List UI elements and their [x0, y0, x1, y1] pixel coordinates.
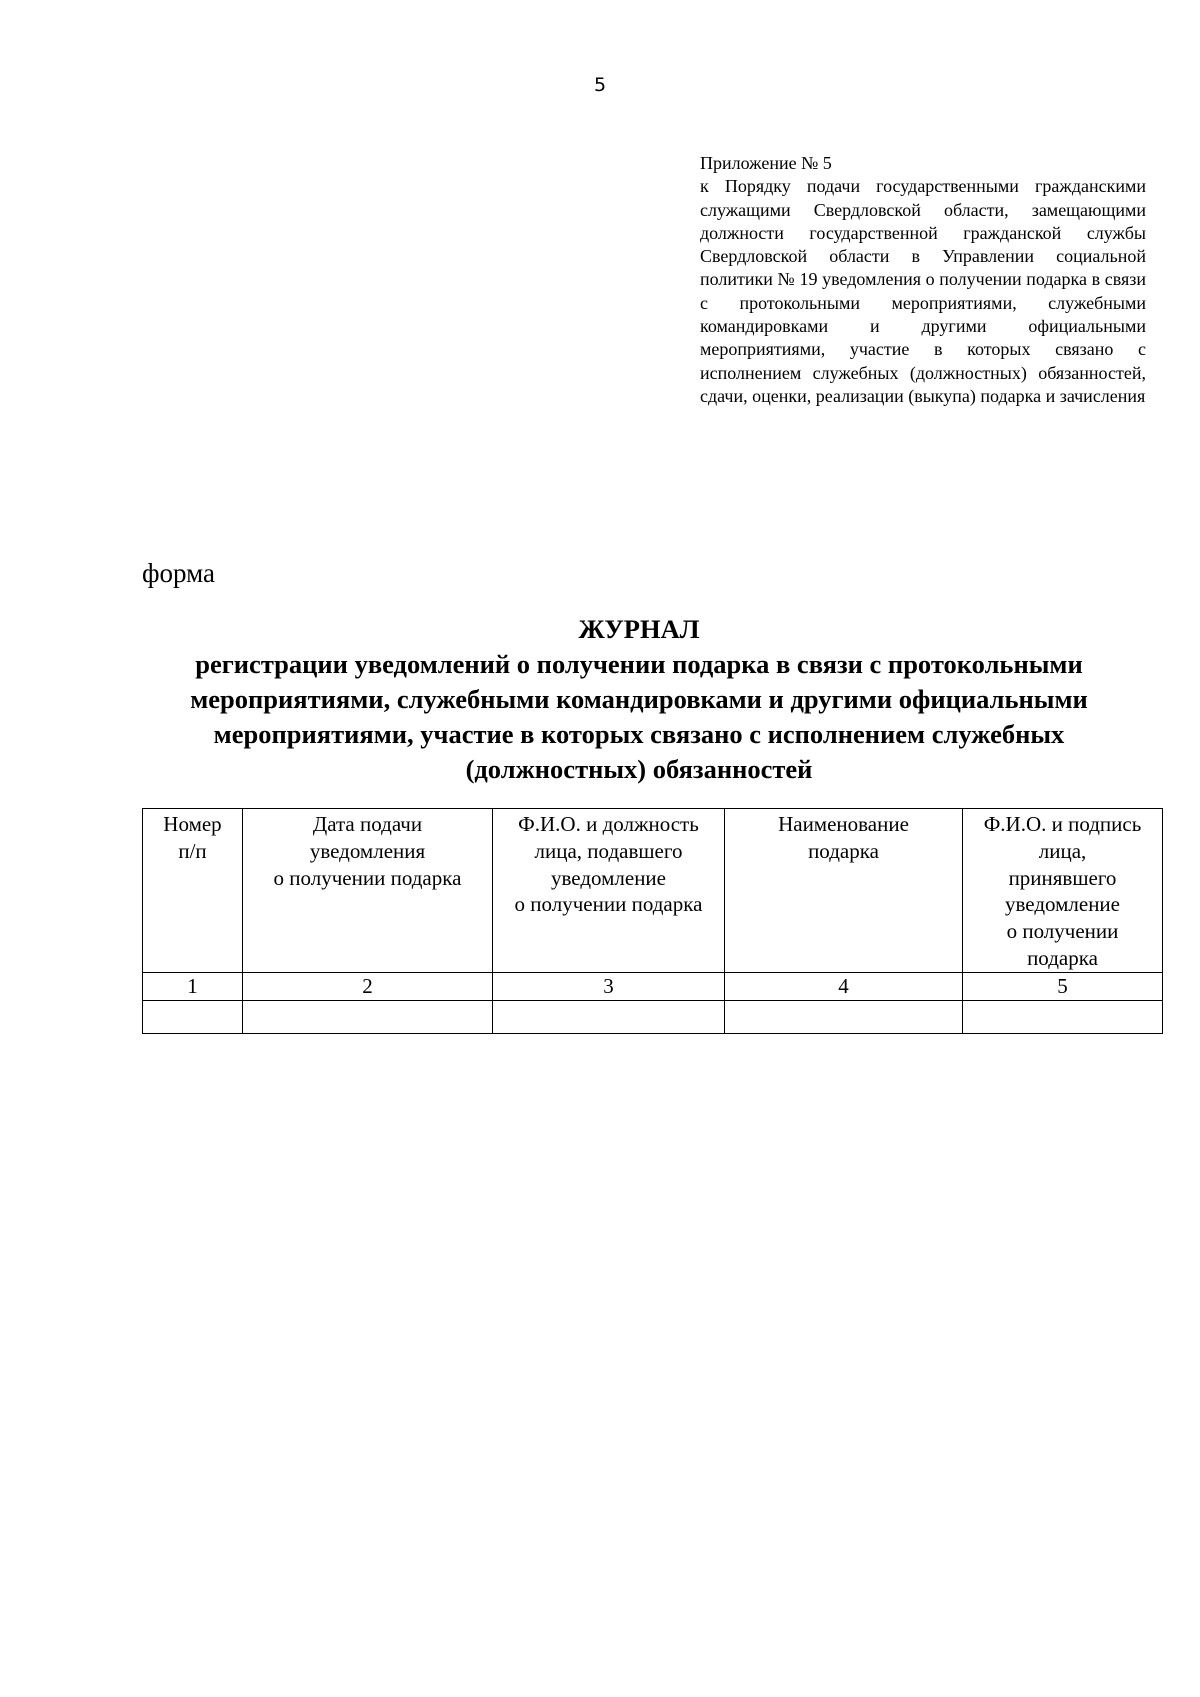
- column-header-gift-name: [725, 809, 963, 973]
- page-number: 5: [593, 74, 607, 96]
- appendix-title: Приложение № 5: [700, 153, 832, 173]
- column-header-number: [143, 809, 243, 973]
- table-header-row: [143, 809, 1163, 973]
- appendix-block: [700, 152, 1146, 408]
- journal-title: ЖУРНАЛ: [578, 614, 700, 644]
- column-number: 1: [143, 972, 243, 1000]
- journal-table: [142, 808, 1163, 1034]
- header-line: уведомление: [1004, 892, 1120, 917]
- header-line: лица,: [1038, 838, 1087, 863]
- header-line: подарка: [1027, 945, 1098, 970]
- column-number-row: [143, 972, 1163, 1000]
- header-line: уведомления: [309, 838, 426, 863]
- table-cell: [493, 1000, 725, 1033]
- table-cell: [963, 1000, 1163, 1033]
- header-line: лица, подавшего: [534, 838, 683, 863]
- header-line: о получении подарка: [514, 892, 703, 917]
- appendix-body: к Порядку подачи государственными гражданскими служащими Свердловской области, замещающими должности государственной гражданской службы Свердловской области в Управлении социальной политики № 19 уведомления о получении подарка в связи с протокольными мероприятиями, служебными командировками и другими официальными мероприятиями, участие в которых связано с исполнением служебных (должностных) обязанностей, сдачи, оценки, реализации (выкупа) подарка и зачисления: [700, 176, 1146, 406]
- journal-heading: [130, 612, 1148, 787]
- column-number: 2: [243, 972, 493, 1000]
- header-line: принявшего: [1008, 865, 1117, 890]
- header-line: п/п: [178, 838, 207, 863]
- column-header-receiver: [963, 809, 1163, 973]
- header-line: Дата подачи: [312, 812, 423, 836]
- header-line: Наименование: [778, 812, 909, 836]
- form-label: форма: [142, 558, 215, 588]
- header-line: уведомление: [550, 865, 666, 890]
- header-line: Ф.И.О. и подпись: [983, 812, 1142, 836]
- table-cell: [143, 1000, 243, 1033]
- table-row: [143, 1000, 1163, 1033]
- column-number: 4: [725, 972, 963, 1000]
- header-line: подарка: [808, 838, 879, 863]
- header-line: Номер: [163, 812, 222, 836]
- header-line: о получении: [1006, 919, 1119, 944]
- column-number: 5: [963, 972, 1163, 1000]
- column-header-submitter: [493, 809, 725, 973]
- table-cell: [725, 1000, 963, 1033]
- journal-subtitle: регистрации уведомлений о получении подарка в связи с протокольными мероприятиями, служебными командировками и другими официальными мероприятиями, участие в которых связано с исполнением служебных (должностных) обязанностей: [190, 649, 1088, 784]
- table-cell: [243, 1000, 493, 1033]
- header-line: о получении подарка: [273, 865, 462, 890]
- column-header-date: [243, 809, 493, 973]
- header-line: Ф.И.О. и должность: [518, 812, 699, 836]
- column-number: 3: [493, 972, 725, 1000]
